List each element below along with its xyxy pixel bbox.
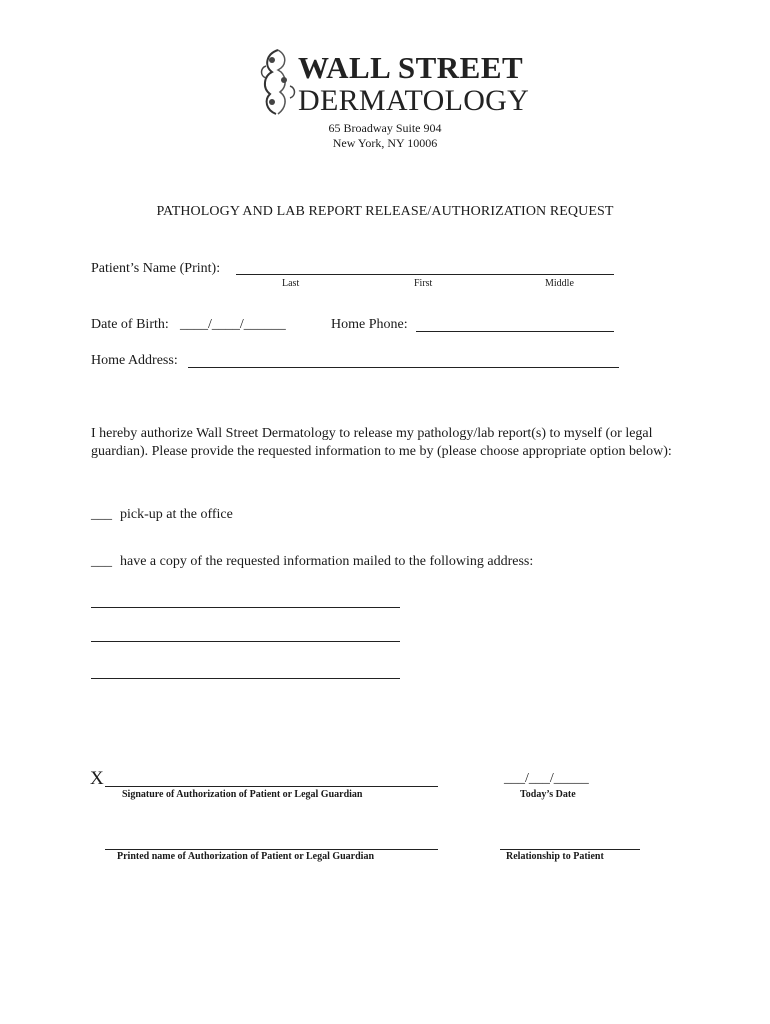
ornament-icon xyxy=(258,46,298,118)
patient-name-label: Patient’s Name (Print): xyxy=(91,261,221,276)
home-address-label: Home Address: xyxy=(91,353,178,368)
relationship-caption: Relationship to Patient xyxy=(506,851,604,862)
signature-caption: Signature of Authorization of Patient or Legal Guardian xyxy=(122,789,363,800)
mail-checkbox-blank[interactable]: ___ xyxy=(91,554,112,569)
home-phone-label: Home Phone: xyxy=(331,317,408,332)
form-title: PATHOLOGY AND LAB REPORT RELEASE/AUTHORIZATION REQUEST xyxy=(156,204,614,219)
mail-address-line-1[interactable] xyxy=(91,607,400,608)
mail-address-line-3[interactable] xyxy=(91,678,400,679)
pickup-checkbox-blank[interactable]: ___ xyxy=(91,507,112,522)
signature-x-mark: X xyxy=(90,768,104,789)
wall-street-dermatology-logo xyxy=(258,46,530,118)
home-phone-field[interactable] xyxy=(416,331,614,332)
todays-date-field[interactable]: ___/___/_____ xyxy=(504,771,589,786)
relationship-field[interactable] xyxy=(500,849,640,850)
address-line1: 65 Broadway Suite 904 xyxy=(328,121,442,135)
address-line2: New York, NY 10006 xyxy=(332,136,438,150)
printed-name-field[interactable] xyxy=(105,849,438,850)
mail-address-line-2[interactable] xyxy=(91,641,400,642)
mail-option-label: have a copy of the requested information mailed to the following address: xyxy=(120,554,534,569)
todays-date-caption: Today’s Date xyxy=(520,789,576,800)
logo-line1: WALL STREET xyxy=(298,50,524,85)
dob-field[interactable]: ____/____/______ xyxy=(180,317,286,332)
patient-name-field[interactable] xyxy=(236,274,614,275)
authorization-paragraph: I hereby authorize Wall Street Dermatology to release my pathology/lab report(s) to myself (or legal guardian). Please provide the requested information to me by (please choose appropriate option below): xyxy=(91,426,672,459)
dob-label: Date of Birth: xyxy=(91,317,169,332)
printed-name-caption: Printed name of Authorization of Patient or Legal Guardian xyxy=(117,851,375,862)
middle-name-caption: Middle xyxy=(545,278,574,289)
logo-line2: DERMATOLOGY xyxy=(298,84,530,117)
first-name-caption: First xyxy=(414,278,433,289)
signature-field[interactable] xyxy=(105,786,438,787)
last-name-caption: Last xyxy=(282,278,300,289)
home-address-field[interactable] xyxy=(188,367,619,368)
pickup-option-label: pick-up at the office xyxy=(120,507,233,522)
